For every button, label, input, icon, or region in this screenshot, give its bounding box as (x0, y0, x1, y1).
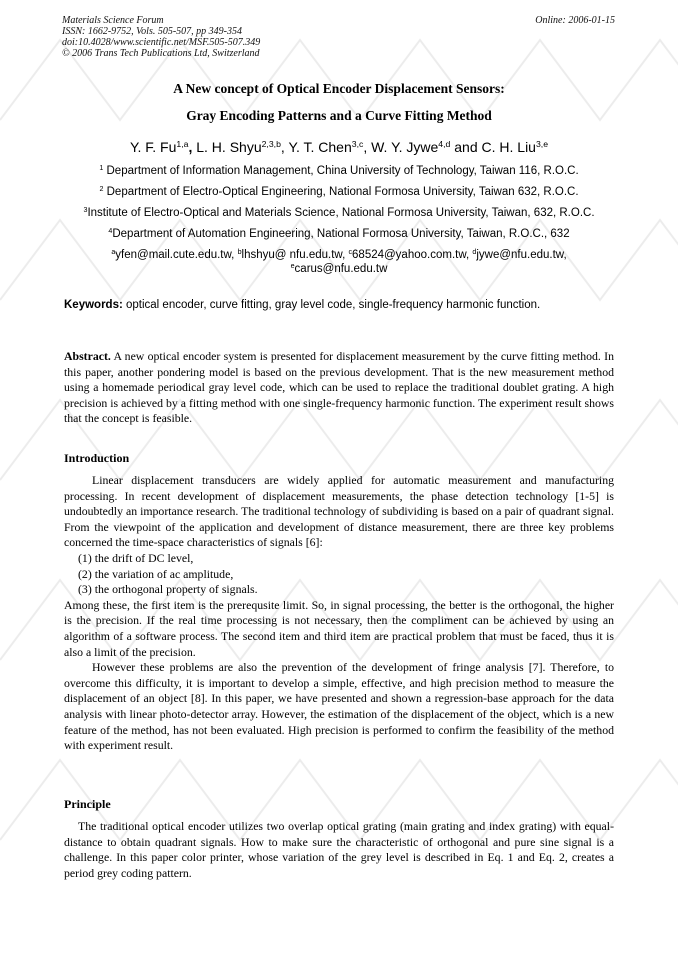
abstract-label: Abstract. (64, 349, 111, 363)
affiliation-4: $^4$Department of Automation Engineering, National Formosa University, Taiwan, R.O.C., 632 (108, 227, 570, 240)
section-heading-introduction: Introduction (64, 451, 130, 465)
intro-paragraph-2: Among these, the first item is the prerequsite limit. So, in signal processing, the better is the orthogonal, the higher is the precision. If the real time processing is not necessary, then the compliment can be achieved by using an algorithm of a software process. The second item and third item are practical problem that must be faced, thus it is also a limit of the precision. (64, 597, 614, 659)
author-2: L. H. Shyu$^{2,3,b}$ (196, 139, 281, 155)
intro-paragraph-1: Linear displacement transducers are widely applied for automatic measurement and manufacturing processing. In recent development of displacement measurements, the phase detection technology [1-5] is undoubtedly an importance research. The traditional technology of subdividing is based on a pair of quadrant signal. From the viewpoint of the application and development of distance measurement, there are three key problems concerned the time-space characteristics of signals [6]: (64, 473, 614, 550)
author-list: Y. F. Fu$^{1,a}$, L. H. Shyu$^{2,3,b}$, Y. T. Chen$^{3,c}$, W. Y. Jywe$^{4,d}$ and C. H. Liu$^{3,e}$ (129, 139, 549, 155)
author-5: C. H. Liu$^{3,e}$ (481, 139, 549, 155)
affiliation-3: $^3$Institute of Electro-Optical and Materials Science, National Formosa University, Taiwan, 632, R.O.C. (83, 206, 595, 219)
author-3: Y. T. Chen$^{3,c}$ (288, 139, 364, 155)
author-1: Y. F. Fu$^{1,a}$ (129, 139, 189, 155)
principle-paragraph-1: The traditional optical encoder utilizes two overlap optical grating (main grating and index grating) with equal-distance to obtain quadrant signals. How to make sure the characteristic of orthogonal and pure sine signal is a challenge. In this paper color printer, whose variation of the grey level is described in Eq. 1 and Eq. 2, creates a period grey coding pattern. (64, 819, 614, 880)
principle-body (64, 819, 614, 881)
email-line-1: $^a$yfen@mail.cute.edu.tw, $^b$lhshyu@ nfu.edu.tw, $^c$68524@yahoo.com.tw, $^d$jywe@nfu.edu.tw, (111, 248, 567, 261)
journal-issn: ISSN: 1662-9752, Vols. 505-507, pp 349-354 (62, 26, 242, 37)
intro-paragraph-3: However these problems are also the prevention of the development of fringe analysis [7]. Therefore, to overcome this difficulty, it is important to develop a simple, effective, and high precision method to measure the displacement of an object [8]. In this paper, we have presented and shown a regression-base approach for the data analysis with linear photo-detector array. However, the estimation of the displacement of the object, which is a new feature of the method, has not been evaluated. High precision is performed to confirm the feasibility of the method with experiment result. (64, 660, 614, 753)
journal-name: Materials Science Forum (62, 15, 164, 26)
introduction-body (64, 473, 614, 754)
journal-doi: doi:10.4028/www.scientific.net/MSF.505-507.349 (62, 37, 261, 48)
abstract-text: A new optical encoder system is presented for displacement measurement by the curve fitting method. In this paper, another pondering model is based on the previous development. That is the new measurement method using a homemade periodical gray level code, which can be used to replace the traditional doublet grating. A high precision is achieved by a fitting method with one single-frequency harmonic function. The experiment result shows that the concept is feasible. (64, 349, 614, 426)
journal-header (62, 15, 260, 59)
author-4: W. Y. Jywe$^{4,d}$ (371, 139, 451, 155)
affiliation-1: $^1$ Department of Information Management, China University of Technology, Taiwan 116, R.O.C. (99, 164, 579, 177)
paper-title-line-1: A New concept of Optical Encoder Displacement Sensors: (173, 81, 505, 96)
abstract (64, 349, 614, 427)
author-separator: , (188, 139, 193, 155)
affiliation-2: $^2$ Department of Electro-Optical Engineering, National Formosa University, Taiwan 632, R.O.C. (99, 185, 579, 198)
paper-title-line-2: Gray Encoding Patterns and a Curve Fitting Method (186, 108, 492, 123)
intro-list-item-1: (1) the drift of DC level, (78, 550, 194, 565)
section-heading-principle: Principle (64, 797, 111, 811)
online-date: Online: 2006-01-15 (535, 15, 615, 26)
keywords (64, 299, 540, 311)
keywords-text: optical encoder, curve fitting, gray level code, single-frequency harmonic function. (122, 299, 541, 311)
keywords-label: Keywords: (64, 299, 123, 311)
intro-list-item-2: (2) the variation of ac amplitude, (78, 566, 234, 581)
journal-copyright: © 2006 Trans Tech Publications Ltd, Switzerland (62, 48, 260, 59)
intro-list-item-3: (3) the orthogonal property of signals. (78, 582, 258, 597)
email-line-2: $^e$carus@nfu.edu.tw (290, 262, 388, 275)
